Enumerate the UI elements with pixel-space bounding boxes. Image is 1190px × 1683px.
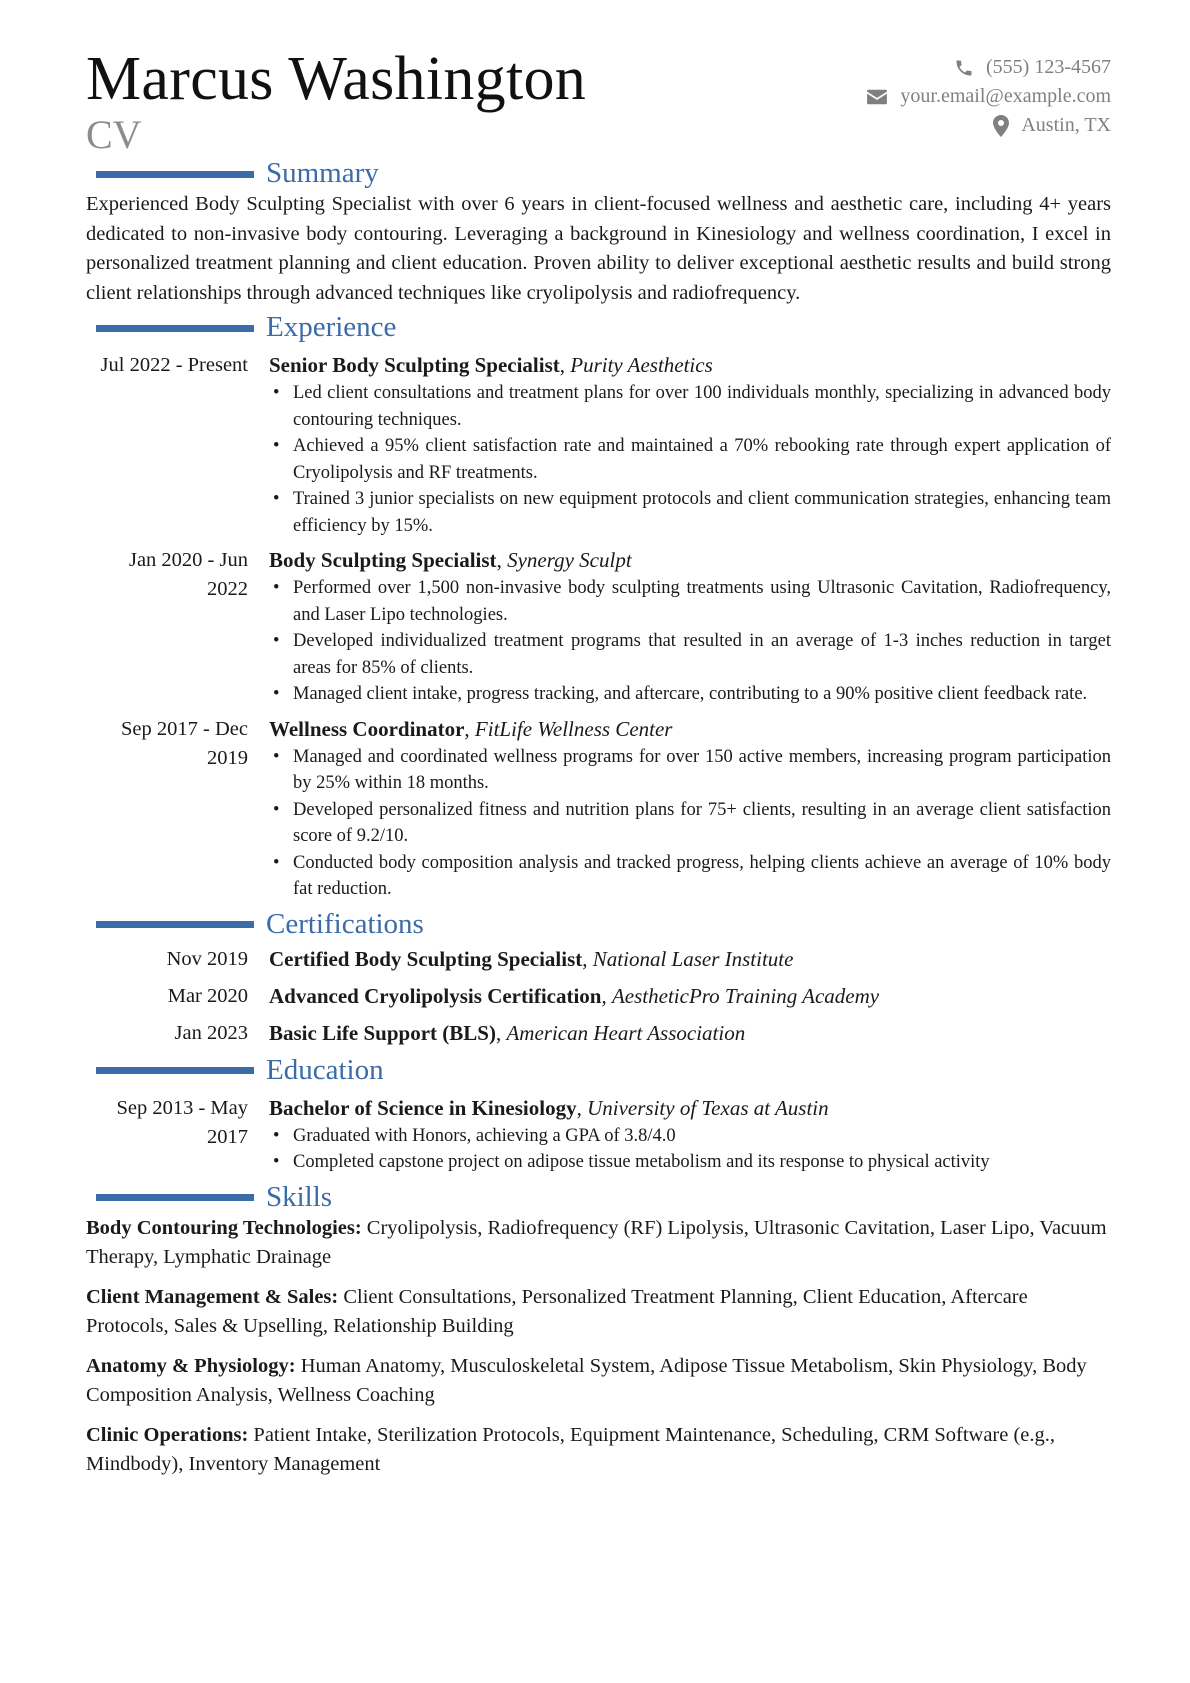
skill-group [86,1421,1111,1480]
certifications-heading [86,907,1111,941]
skill-category: Anatomy & Physiology: [86,1354,296,1377]
certification-entry [86,1015,1111,1052]
entry-body [269,714,1111,903]
skill-category: Body Contouring Technologies: [86,1216,362,1239]
entry-body [269,350,1111,539]
bullet-item: • Developed personalized fitness and nutrition plans for 75+ clients, resulting in an average client satisfaction score of 9.2/10. [269,797,1111,850]
entry-date: Jul 2022 - Present [100,354,248,376]
bullet-item: • Conducted body composition analysis and tracked progress, helping clients achieve an average of 10% body fat reduction. [269,850,1111,903]
entry-date: Sep 2013 - May 2017 [116,1096,248,1148]
bullet-list [269,575,1111,708]
skill-items: Client Consultations, Personalized Treatment Planning, Client Education, Aftercare Protocols, Sales & Upselling, Relationship Building [86,1285,1028,1337]
bullet-item: • Graduated with Honors, achieving a GPA of 3.8/4.0 [269,1123,1111,1150]
certification-entry [86,941,1111,978]
bullet-list [269,744,1111,903]
bullet-item: • Completed capstone project on adipose tissue metabolism and its response to physical activity [269,1149,1111,1176]
skill-group [86,1214,1111,1273]
contact-location-row [866,111,1111,140]
section-title-skills: Skills [266,1180,333,1213]
bullet-item: • Trained 3 junior specialists on new equipment protocols and client communication strategies, enhancing team efficiency by 15%. [269,486,1111,539]
envelope-icon [866,88,888,106]
education-heading [86,1053,1111,1087]
section-divider-bar [96,921,254,928]
contact-location: Austin, TX [1021,114,1111,136]
bullet-list [269,380,1111,539]
job-role: Senior Body Sculpting Specialist [269,353,560,377]
certification-issuer: AestheticPro Training Academy [611,984,880,1008]
section-title-summary: Summary [266,157,379,189]
map-pin-icon [993,115,1009,137]
experience-entry [86,350,1111,539]
certification-name: Certified Body Sculpting Specialist [269,947,583,971]
job-organization: Purity Aesthetics [570,353,713,377]
entry-title: Basic Life Support (BLS), American Heart Association [269,1021,746,1045]
section-divider-bar [96,1194,254,1201]
bullet-item: • Developed individualized treatment programs that resulted in an average of 1-3 inches reduction in target areas for 85% of clients. [269,628,1111,681]
bullet-item: • Led client consultations and treatment plans for over 100 individuals monthly, specializing in advanced body contouring techniques. [269,380,1111,433]
skill-group [86,1283,1111,1342]
entry-title: Body Sculpting Specialist, Synergy Sculpt [269,548,632,572]
entry-title: Advanced Cryolipolysis Certification, AestheticPro Training Academy [269,984,880,1008]
contact-email[interactable]: your.email@example.com [900,85,1111,107]
school-name: University of Texas at Austin [587,1095,829,1120]
summary-heading [86,156,1111,190]
entry-title: Certified Body Sculpting Specialist, National Laser Institute [269,947,794,971]
entry-body [269,545,1111,708]
entry-date: Sep 2017 - Dec 2019 [121,717,248,769]
skill-group [86,1352,1111,1411]
skill-category: Clinic Operations: [86,1423,249,1446]
experience-entry [86,545,1111,708]
bullet-item: • Managed and coordinated wellness programs for over 150 active members, increasing program participation by 25% within 18 months. [269,744,1111,797]
bullet-list [269,1123,1111,1176]
section-divider-bar [96,1067,254,1074]
experience-heading [86,310,1111,344]
skill-items: Cryolipolysis, Radiofrequency (RF) Lipolysis, Ultrasonic Cavitation, Laser Lipo, Vacuum Therapy, Lymphatic Drainage [86,1216,1107,1268]
contact-email-row [866,82,1111,111]
skill-category: Client Management & Sales: [86,1285,339,1308]
resume-page [86,46,1111,1490]
entry-title: Senior Body Sculpting Specialist, Purity Aesthetics [269,353,713,377]
contact-phone[interactable]: (555) 123-4567 [986,56,1111,78]
certification-name: Basic Life Support (BLS) [269,1021,496,1045]
certification-issuer: National Laser Institute [592,947,794,971]
section-title-certifications: Certifications [266,907,424,940]
entry-title: Bachelor of Science in Kinesiology, University of Texas at Austin [269,1095,829,1120]
entry-title: Wellness Coordinator, FitLife Wellness Center [269,716,673,741]
degree-name: Bachelor of Science in Kinesiology [269,1095,577,1120]
section-divider-bar [96,325,254,332]
section-title-experience: Experience [266,311,397,343]
entry-date: Jan 2023 [174,1021,248,1044]
entry-body [269,1093,1111,1176]
bullet-item: • Achieved a 95% client satisfaction rate and maintained a 70% rebooking rate through expert application of Cryolipolysis and RF treatments. [269,433,1111,486]
job-organization: FitLife Wellness Center [474,716,673,741]
contact-phone-row [866,53,1111,82]
candidate-name: Marcus Washington [86,45,587,113]
document-subtitle: CV [86,112,142,157]
summary-text: Experienced Body Sculpting Specialist with over 6 years in client-focused wellness and aesthetic care, including 4+ years dedicated to non-invasive body contouring. Leveraging a background in Kinesiology and wellness coordination, I excel in personalized treatment planning and client education. Proven ability to deliver exceptional aesthetic results and build strong client relationships through advanced techniques like cryolipolysis and radiofrequency. [86,193,1111,304]
resume-header [86,46,1111,156]
education-entry [86,1093,1111,1176]
entry-date: Nov 2019 [166,947,248,970]
skill-items: Patient Intake, Sterilization Protocols, Equipment Maintenance, Scheduling, CRM Software (e.g., Mindbody), Inventory Management [86,1423,1056,1475]
job-role: Wellness Coordinator [269,716,465,741]
contact-block [866,53,1111,140]
section-divider-bar [96,171,254,178]
certification-issuer: American Heart Association [506,1021,746,1045]
bullet-item: • Managed client intake, progress tracking, and aftercare, contributing to a 90% positive client feedback rate. [269,681,1111,708]
experience-entry [86,714,1111,903]
certification-name: Advanced Cryolipolysis Certification [269,984,602,1008]
phone-icon [954,58,974,78]
skill-items: Human Anatomy, Musculoskeletal System, Adipose Tissue Metabolism, Skin Physiology, Body Composition Analysis, Wellness Coaching [86,1354,1087,1406]
certification-entry [86,978,1111,1015]
skills-heading [86,1180,1111,1214]
section-title-education: Education [266,1053,384,1086]
entry-date: Jan 2020 - Jun 2022 [128,549,248,600]
job-role: Body Sculpting Specialist [269,548,497,572]
job-organization: Synergy Sculpt [507,548,632,572]
entry-date: Mar 2020 [167,984,248,1007]
bullet-item: • Performed over 1,500 non-invasive body sculpting treatments using Ultrasonic Cavitation, Radiofrequency, and Laser Lipo technologies. [269,575,1111,628]
